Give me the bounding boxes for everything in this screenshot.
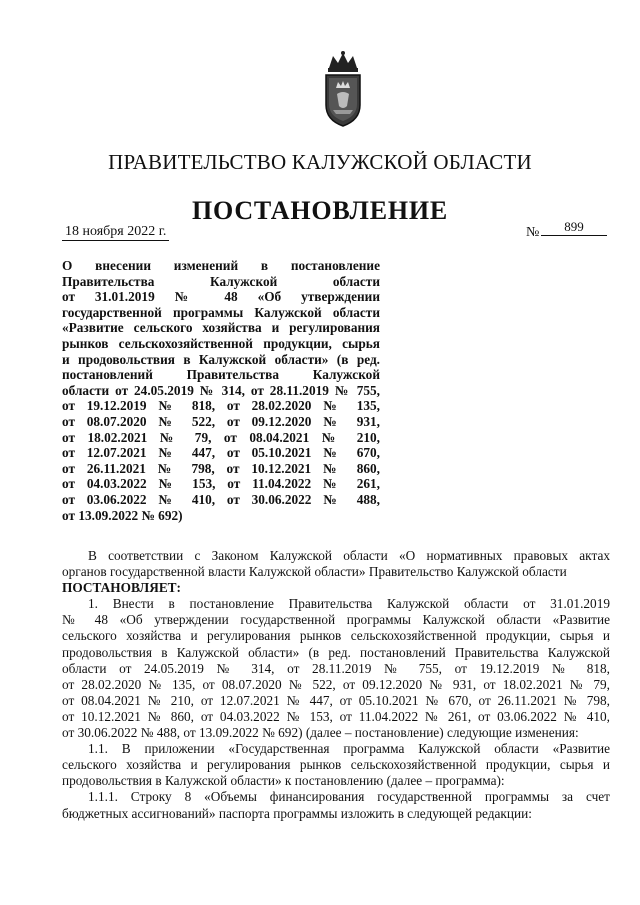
document-date: 18 ноября 2022 г. <box>62 224 169 241</box>
body-line: сельского хозяйства и регулирования рынков сельскохозяйственной продукции, сырья и <box>62 757 610 773</box>
subject-line: от 08.07.2020 № 522, от 09.12.2020 № 931, <box>62 413 380 429</box>
subject-line: от 03.06.2022 № 410, от 30.06.2022 № 488, <box>62 491 380 507</box>
subject-line: от 12.07.2021 № 447, от 05.10.2021 № 670, <box>62 445 380 461</box>
document-body <box>62 548 610 822</box>
subject-line: области от 24.05.2019 № 314, от 28.11.2019 № 755, <box>62 382 380 398</box>
coat-of-arms-emblem <box>319 50 367 128</box>
body-line: продовольствия в Калужской области» к постановлению (далее – программа): <box>62 773 505 789</box>
document-type: ПОСТАНОВЛЕНИЕ <box>191 196 449 225</box>
body-line: от 28.02.2020 № 135, от 08.07.2020 № 522, от 09.12.2020 № 931, от 18.02.2021 № 79, <box>62 676 610 692</box>
body-line: 1. Внести в постановление Правительства Калужской области от 31.01.2019 <box>88 596 610 612</box>
document-number: 899 <box>541 219 607 236</box>
body-line: продовольствия в Калужской области» (в ред. постановлений Правительства Калужской <box>62 644 610 660</box>
subject-line: от 31.01.2019 № 48 «Об утверждении <box>62 289 380 305</box>
body-line: № 48 «Об утверждении государственной программы Калужской области «Развитие <box>62 612 610 628</box>
body-line: органов государственной власти Калужской области» Правительство Калужской области <box>62 564 567 580</box>
body-line: от 08.04.2021 № 210, от 12.07.2021 № 447, от 05.10.2021 № 670, от 26.11.2021 № 798, <box>62 692 610 708</box>
body-line: 1.1. В приложении «Государственная программа Калужской области «Развитие <box>88 741 610 757</box>
resolves-heading: ПОСТАНОВЛЯЕТ: <box>62 580 181 596</box>
subject-line: и продовольствия в Калужской области» (в ред. <box>62 351 380 367</box>
body-line: В соответствии с Законом Калужской области «О нормативных правовых актах <box>88 548 610 563</box>
body-line: бюджетных ассигнований» паспорта программы изложить в следующей редакции: <box>62 805 532 821</box>
body-line: сельского хозяйства и регулирования рынков сельскохозяйственной продукции, сырья и <box>62 628 610 644</box>
subject-line: рынков сельскохозяйственной продукции, сырья <box>62 335 380 351</box>
subject-line: от 13.09.2022 № 692) <box>62 507 183 523</box>
subject-line: Правительства Калужской области <box>62 273 380 289</box>
body-line: 1.1.1. Строку 8 «Объемы финансирования государственной программы за счет <box>88 789 610 805</box>
subject-line: от 19.12.2019 № 818, от 28.02.2020 № 135, <box>62 398 380 414</box>
document-subject <box>62 258 380 523</box>
subject-line: «Развитие сельского хозяйства и регулирования <box>62 320 380 336</box>
subject-line: от 26.11.2021 № 798, от 10.12.2021 № 860, <box>62 460 380 476</box>
subject-line: от 18.02.2021 № 79, от 08.04.2021 № 210, <box>62 429 380 445</box>
subject-line: постановлений Правительства Калужской <box>62 367 380 383</box>
body-line: области от 24.05.2019 № 314, от 28.11.2019 № 755, от 19.12.2019 № 818, <box>62 660 610 676</box>
subject-line: государственной программы Калужской области <box>62 304 380 320</box>
document-number-label: № <box>526 225 540 240</box>
government-name: ПРАВИТЕЛЬСТВО КАЛУЖСКОЙ ОБЛАСТИ <box>108 150 532 174</box>
subject-line: О внесении изменений в постановление <box>62 258 380 273</box>
body-line: от 10.12.2021 № 860, от 04.03.2022 № 153, от 11.04.2022 № 261, от 03.06.2022 № 410, <box>62 708 610 724</box>
subject-line: от 04.03.2022 № 153, от 11.04.2022 № 261, <box>62 476 380 492</box>
body-line: от 30.06.2022 № 488, от 13.09.2022 № 692) (далее – постановление) следующие изменения: <box>62 725 579 741</box>
